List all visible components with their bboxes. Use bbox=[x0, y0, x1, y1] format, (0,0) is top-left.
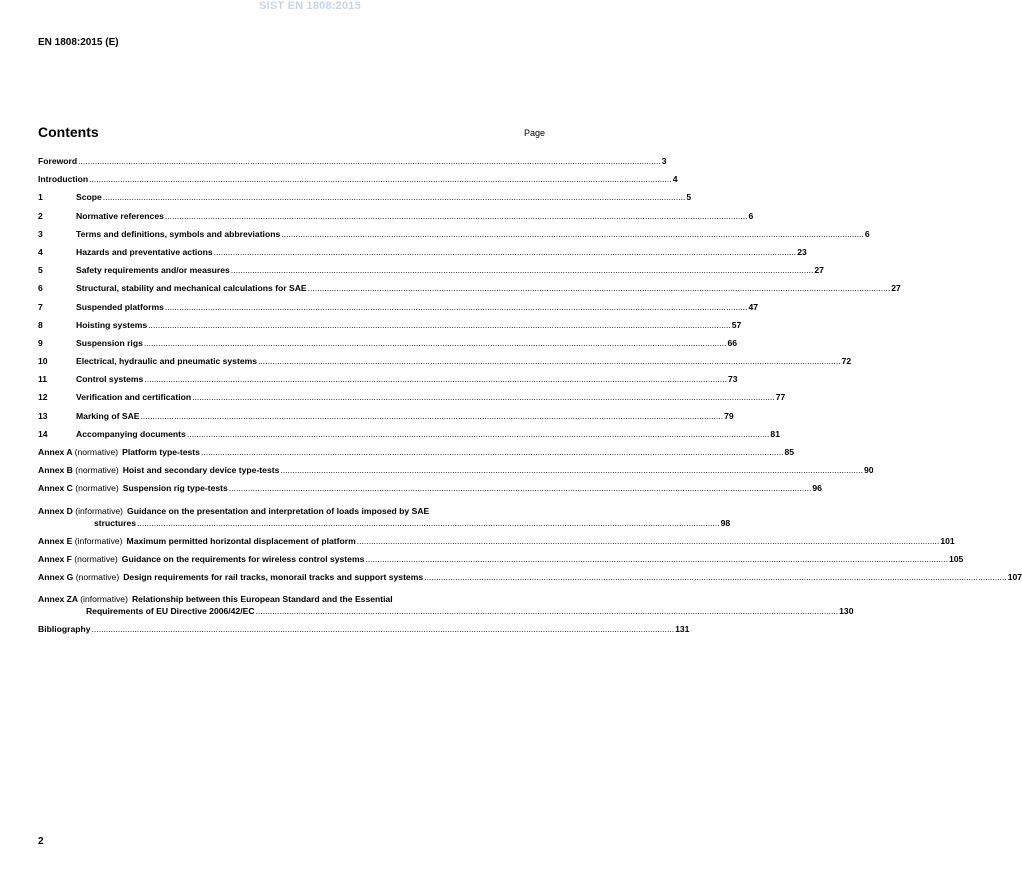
toc-page: 98 bbox=[720, 517, 731, 528]
leader-dots bbox=[357, 536, 940, 546]
toc-title-continued: Requirements of EU Directive 2006/42/EC bbox=[85, 606, 255, 617]
toc-title: Structural, stability and mechanical calculations for SAE bbox=[76, 283, 307, 294]
toc-entry-6[interactable] bbox=[38, 283, 901, 301]
toc-page: 4 bbox=[672, 174, 678, 185]
toc-title: Suspension rigs bbox=[76, 337, 143, 348]
toc-entry-annex-d[interactable] bbox=[38, 505, 731, 529]
toc-title: Control systems bbox=[76, 374, 144, 385]
toc-title: Safety requirements and/or measures bbox=[76, 265, 230, 276]
toc-title: Verification and certification bbox=[76, 392, 192, 403]
toc-number: 7 bbox=[38, 301, 43, 312]
leader-dots bbox=[258, 356, 841, 366]
toc-entry-7[interactable] bbox=[38, 301, 759, 320]
toc-page: 27 bbox=[891, 283, 901, 294]
toc-title: Scope bbox=[76, 192, 102, 203]
toc-entry-1[interactable] bbox=[38, 192, 692, 210]
page-number: 2 bbox=[38, 836, 44, 847]
toc-title: Suspension rig type-tests bbox=[122, 483, 228, 494]
toc-title: Suspended platforms bbox=[76, 301, 164, 312]
toc-number: 6 bbox=[38, 283, 43, 294]
annex-label: Annex D (informative) bbox=[38, 505, 124, 516]
toc-entry-introduction[interactable] bbox=[38, 174, 678, 192]
toc-entry-annex-a[interactable] bbox=[38, 447, 795, 465]
leader-dots bbox=[192, 392, 775, 402]
toc-title: Electrical, hydraulic and pneumatic systems bbox=[76, 356, 258, 367]
toc-title: Normative references bbox=[76, 210, 164, 221]
toc-entry-bibliography[interactable] bbox=[38, 624, 690, 642]
toc-entry-13[interactable] bbox=[38, 410, 734, 429]
toc-page: 130 bbox=[839, 606, 854, 617]
annex-label: Annex B (normative) bbox=[38, 465, 119, 476]
toc-page: 57 bbox=[731, 319, 742, 330]
toc-title: Guidance on the presentation and interpretation of loads imposed by SAE bbox=[127, 505, 430, 516]
leader-dots bbox=[141, 411, 724, 421]
toc-entry-annex-f[interactable] bbox=[38, 553, 964, 572]
toc-number: 5 bbox=[38, 265, 43, 276]
toc-number: 12 bbox=[38, 392, 48, 403]
page-column-heading: Page bbox=[523, 128, 545, 138]
leader-dots bbox=[78, 156, 661, 166]
toc-title: Terms and definitions, symbols and abbreviations bbox=[76, 228, 281, 239]
toc-page: 73 bbox=[727, 374, 738, 385]
leader-dots bbox=[165, 211, 748, 221]
toc-page: 6 bbox=[748, 210, 754, 221]
toc-entry-4[interactable] bbox=[38, 246, 807, 265]
toc-entry-2[interactable] bbox=[38, 210, 754, 229]
toc-entry-annex-e[interactable] bbox=[38, 535, 955, 554]
annex-label: Annex E (informative) bbox=[38, 535, 123, 546]
leader-dots bbox=[214, 247, 797, 257]
toc-number: 14 bbox=[38, 428, 48, 439]
toc-page: 77 bbox=[775, 392, 786, 403]
toc-entry-5[interactable] bbox=[38, 265, 824, 283]
annex-label: Annex ZA (informative) bbox=[38, 594, 128, 605]
toc-title-continued: structures bbox=[94, 517, 137, 528]
toc-page: 107 bbox=[1007, 571, 1022, 582]
toc-page: 101 bbox=[940, 535, 955, 546]
toc-entry-annex-za[interactable] bbox=[38, 593, 854, 617]
toc-entry-annex-c[interactable] bbox=[38, 483, 822, 501]
toc-number: 13 bbox=[38, 410, 48, 421]
toc-number: 11 bbox=[38, 374, 48, 385]
annex-label: Annex A (normative) bbox=[38, 447, 119, 457]
toc-title: Maximum permitted horizontal displacement of platform bbox=[126, 535, 356, 546]
leader-dots bbox=[165, 302, 748, 312]
toc-entry-annex-b[interactable] bbox=[38, 465, 874, 483]
toc-number: 2 bbox=[38, 210, 43, 221]
toc-page: 96 bbox=[812, 483, 822, 494]
toc-entry-annex-g[interactable] bbox=[38, 571, 1022, 590]
toc-page: 79 bbox=[724, 410, 734, 421]
watermark: SIST EN 1808:2015 bbox=[259, 0, 361, 12]
toc-title: Marking of SAE bbox=[76, 410, 140, 421]
toc-page: 90 bbox=[863, 465, 874, 476]
toc-title: Guidance on the requirements for wireless control systems bbox=[121, 553, 365, 564]
toc-number: 10 bbox=[38, 356, 48, 367]
toc-title: Foreword bbox=[38, 156, 78, 166]
toc-page: 3 bbox=[661, 156, 667, 166]
toc-page: 131 bbox=[675, 624, 690, 635]
contents-heading: Contents bbox=[38, 124, 99, 140]
toc-page: 81 bbox=[770, 428, 780, 439]
toc-title: Relationship between this European Standard and the Essential bbox=[131, 594, 393, 605]
toc-entry-11[interactable] bbox=[38, 374, 738, 392]
toc-number: 9 bbox=[38, 337, 43, 348]
leader-dots bbox=[144, 338, 727, 348]
toc-page: 6 bbox=[864, 228, 870, 239]
toc-page: 47 bbox=[748, 301, 759, 312]
leader-dots bbox=[281, 229, 864, 239]
leader-dots bbox=[308, 283, 891, 293]
leader-dots bbox=[89, 174, 672, 184]
annex-label: Annex C (normative) bbox=[38, 483, 119, 494]
leader-dots bbox=[229, 483, 812, 493]
table-of-contents bbox=[38, 156, 1022, 642]
toc-entry-14[interactable] bbox=[38, 428, 780, 447]
document-id: EN 1808:2015 (E) bbox=[38, 37, 119, 48]
toc-page: 5 bbox=[686, 192, 692, 203]
toc-title: Hoisting systems bbox=[76, 319, 148, 330]
toc-title: Design requirements for rail tracks, monorail tracks and support systems bbox=[123, 571, 424, 582]
toc-number: 4 bbox=[38, 246, 43, 257]
toc-entry-10[interactable] bbox=[38, 356, 852, 374]
toc-title: Platform type-tests bbox=[122, 447, 200, 457]
leader-dots bbox=[92, 624, 675, 634]
toc-page: 27 bbox=[814, 265, 824, 276]
toc-entry-3[interactable] bbox=[38, 228, 870, 247]
toc-number: 3 bbox=[38, 228, 43, 239]
toc-title: Bibliography bbox=[38, 624, 91, 635]
leader-dots bbox=[137, 517, 720, 529]
annex-label: Annex F (normative) bbox=[38, 553, 118, 564]
leader-dots bbox=[148, 320, 731, 330]
annex-label: Annex G (normative) bbox=[38, 571, 120, 582]
toc-page: 85 bbox=[784, 447, 795, 457]
toc-number: 1 bbox=[38, 192, 43, 203]
toc-page: 105 bbox=[948, 553, 964, 564]
toc-entry-9[interactable] bbox=[38, 337, 738, 356]
leader-dots bbox=[256, 605, 839, 617]
toc-entry-12[interactable] bbox=[38, 392, 786, 410]
leader-dots bbox=[231, 265, 814, 275]
toc-title: Accompanying documents bbox=[76, 428, 186, 439]
leader-dots bbox=[365, 554, 948, 564]
toc-title: Introduction bbox=[38, 174, 89, 185]
toc-number: 8 bbox=[38, 319, 43, 330]
leader-dots bbox=[424, 572, 1007, 582]
toc-title: Hazards and preventative actions bbox=[76, 246, 213, 257]
leader-dots bbox=[187, 429, 770, 439]
toc-page: 66 bbox=[727, 337, 738, 348]
toc-page: 23 bbox=[797, 246, 807, 257]
leader-dots bbox=[201, 447, 784, 457]
toc-page: 72 bbox=[841, 356, 852, 367]
leader-dots bbox=[144, 374, 727, 384]
toc-entry-foreword[interactable] bbox=[38, 156, 667, 174]
leader-dots bbox=[280, 465, 863, 475]
leader-dots bbox=[103, 192, 686, 202]
toc-title: Hoist and secondary device type-tests bbox=[122, 465, 280, 476]
toc-entry-8[interactable] bbox=[38, 319, 742, 338]
